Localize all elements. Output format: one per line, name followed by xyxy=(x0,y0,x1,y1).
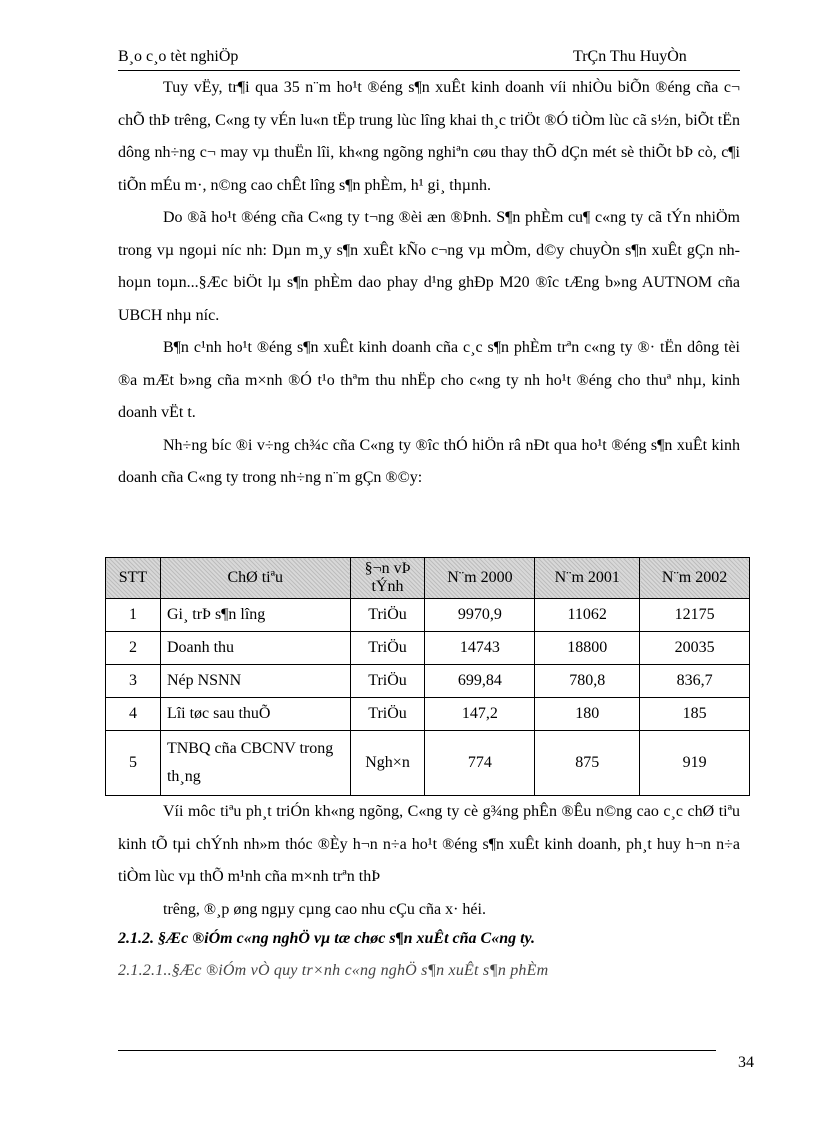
cell-2002: 12175 xyxy=(640,599,750,632)
footer-divider xyxy=(118,1050,716,1051)
cell-unit: TriÖu xyxy=(350,665,425,698)
cell-unit: Ngh×n xyxy=(350,731,425,796)
cell-stt: 4 xyxy=(106,698,161,731)
cell-unit: TriÖu xyxy=(350,632,425,665)
cell-unit: TriÖu xyxy=(350,599,425,632)
cell-2002: 185 xyxy=(640,698,750,731)
header-stt: STT xyxy=(106,558,161,599)
cell-stt: 1 xyxy=(106,599,161,632)
cell-indicator: Nép NSNN xyxy=(160,665,350,698)
cell-2000: 774 xyxy=(425,731,535,796)
cell-indicator: Doanh thu xyxy=(160,632,350,665)
cell-stt: 5 xyxy=(106,731,161,796)
paragraph: B¶n c¹nh ho¹t ®éng s¶n xuÊt kinh doanh cña c¸c s¶n phÈm trªn c«ng ty ®· tËn dông tèi ®a mÆt b»ng cña m×nh ®Ó t¹o thªm thu nhËp cho c«ng ty nh ho¹t ®éng cho thuª nhµ, kinh doanh vËt t. xyxy=(118,339,740,421)
header-indicator: ChØ tiªu xyxy=(160,558,350,599)
closing-text xyxy=(118,796,740,926)
table-row xyxy=(106,731,750,796)
cell-stt: 3 xyxy=(106,665,161,698)
table-row xyxy=(106,599,750,632)
section-heading: 2.1.2. §Æc ®iÓm c«ng nghÖ vµ tæ chøc s¶n xuÊt cña C«ng ty. xyxy=(118,930,536,947)
header-report-title: B¸o c¸o tèt nghiÖp xyxy=(118,48,239,65)
cell-indicator: Gi¸ trÞ s¶n lîng xyxy=(160,599,350,632)
cell-2000: 14743 xyxy=(425,632,535,665)
paragraph: Víi môc tiªu ph¸t triÓn kh«ng ngõng, C«ng ty cè g¾ng phÊn ®Êu n©ng cao c¸c chØ tiªu kinh tÕ tµi chÝnh nh»m thóc ®Èy h¬n n÷a ho¹t ®éng s¶n xuÊt kinh doanh, ph¸t huy h¬n n÷a tiÒm lùc vµ thÕ m¹nh cña m×nh trªn thÞ xyxy=(118,803,740,885)
header-author-name: TrÇn Thu HuyÒn xyxy=(573,48,687,65)
cell-2001: 180 xyxy=(535,698,640,731)
cell-2000: 699,84 xyxy=(425,665,535,698)
table-header-row xyxy=(106,558,750,599)
header-year-2002: N¨m 2002 xyxy=(640,558,750,599)
business-results-table xyxy=(105,557,750,796)
cell-2001: 11062 xyxy=(535,599,640,632)
table-row xyxy=(106,665,750,698)
cell-indicator: Lîi tøc sau thuÕ xyxy=(160,698,350,731)
cell-2002: 919 xyxy=(640,731,750,796)
cell-2000: 9970,9 xyxy=(425,599,535,632)
cell-2001: 18800 xyxy=(535,632,640,665)
header-year-2000: N¨m 2000 xyxy=(425,558,535,599)
body-text xyxy=(118,72,740,495)
cell-2001: 875 xyxy=(535,731,640,796)
paragraph: Do ®ã ho¹t ®éng cña C«ng ty t¬ng ®èi æn ®Þnh. S¶n phÈm cu¶ c«ng ty cã tÝn nhiÖm trong vµ ngoµi níc nh: Dµn m¸y s¶n xuÊt kÑo c¬ng vµ mÒm, d©y chuyÒn s¶n xuÊt gÇn nh hoµn toµn...§Æc biÖt lµ s¶n phÈm dao phay d¹ng ghÐp M20 ®îc tÆng b»ng AUTNOM cña UBCH nhµ níc. xyxy=(118,209,740,324)
paragraph: Nh÷ng bíc ®i v÷ng ch¾c cña C«ng ty ®îc thÓ hiÖn râ nÐt qua ho¹t ®éng s¶n xuÊt kinh doanh cña C«ng ty trong nh÷ng n¨m gÇn ®©y: xyxy=(118,436,740,486)
subsection-heading: 2.1.2.1..§Æc ®iÓm vÒ quy tr×nh c«ng nghÖ s¶n xuÊt s¶n phÈm xyxy=(118,962,549,979)
page-number: 34 xyxy=(738,1054,754,1071)
header-year-2001: N¨m 2001 xyxy=(535,558,640,599)
cell-2002: 836,7 xyxy=(640,665,750,698)
cell-indicator: TNBQ cña CBCNV trong th¸ng xyxy=(160,731,350,796)
page-header xyxy=(118,48,740,71)
cell-unit: TriÖu xyxy=(350,698,425,731)
table-row xyxy=(106,698,750,731)
paragraph-continuation: trêng, ®¸p øng ngµy cµng cao nhu cÇu cña x· héi. xyxy=(163,900,486,918)
header-unit: §¬n vÞ tÝnh xyxy=(350,558,425,599)
cell-2002: 20035 xyxy=(640,632,750,665)
cell-stt: 2 xyxy=(106,632,161,665)
paragraph: Tuy vËy, tr¶i qua 35 n¨m ho¹t ®éng s¶n xuÊt kinh doanh víi nhiÒu biÕn ®éng cña c¬ chÕ thÞ trêng, C«ng ty vÉn lu«n tËp trung lùc lîng khai th¸c triÖt ®Ó tiÒm lùc cã s½n, biÕt tËn dông nh÷ng c¬ may vµ thuËn lîi, kh«ng ngõng nghiªn cøu thay thÕ dÇn mét sè thiÕt bÞ cò, c¶i tiÕn mÉu m·, n©ng cao chÊt lîng s¶n phÈm, h¹ gi¸ thµnh. xyxy=(118,79,740,194)
cell-2001: 780,8 xyxy=(535,665,640,698)
cell-2000: 147,2 xyxy=(425,698,535,731)
table-row xyxy=(106,632,750,665)
